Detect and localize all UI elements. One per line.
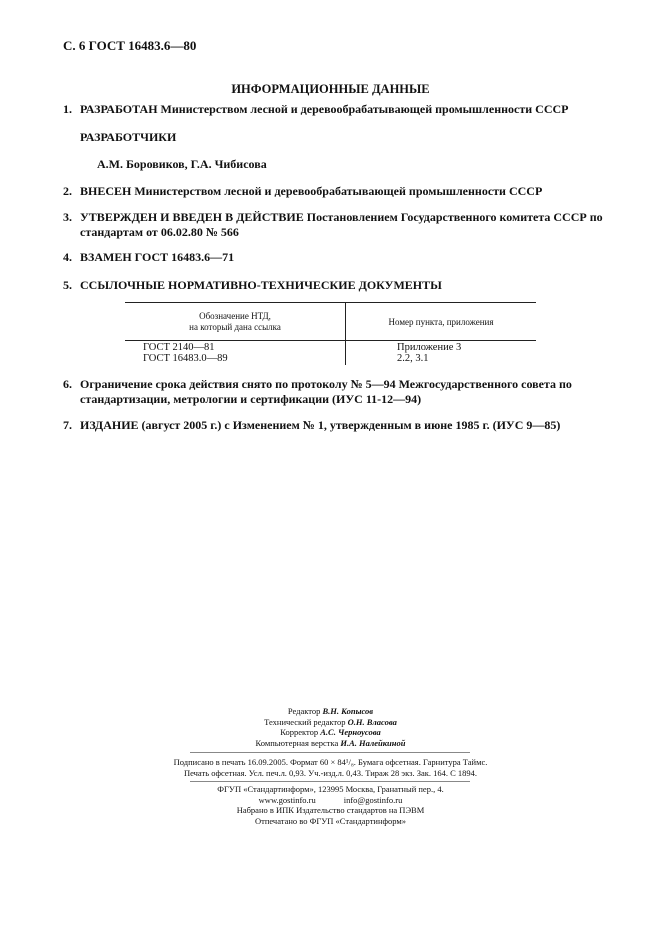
item-number: 2. <box>63 184 72 198</box>
item-4 <box>63 250 234 265</box>
credit-label: Компьютерная верстка <box>255 737 339 748</box>
item-text: РАЗРАБОТАН Министерством лесной и деревообрабатывающей промышленности СССР <box>80 102 569 116</box>
credit-label: Редактор <box>287 706 321 716</box>
imprint-divider <box>190 781 470 782</box>
item-text: ИЗДАНИЕ (август 2005 г.) с Изменением № 1, утвержденным в июне 1985 г. (ИУС 9—85) <box>80 418 561 432</box>
table-column-divider <box>345 302 346 365</box>
print-info-line: Печать офсетная. Усл. печ.л. 0,93. Уч.-изд.л. 0,43. Тираж 28 экз. Зак. 164. С 1894. <box>183 767 478 778</box>
publisher-email: info@gostinfo.ru <box>343 794 403 805</box>
table-top-rule <box>125 302 536 303</box>
publisher-line: Отпечатано во ФГУП «Стандартинформ» <box>254 815 407 826</box>
item-number: 6. <box>63 377 72 391</box>
item-text-line1: Ограничение срока действия снято по протоколу № 5—94 Межгосударственного совета по <box>80 377 572 391</box>
item-text-line2: стандартизации, метрологии и сертификации (ИУС 11-12—94) <box>80 392 422 406</box>
item-number: 3. <box>63 210 72 224</box>
item-number: 1. <box>63 102 72 116</box>
item-text-line2: стандартам от 06.02.80 № 566 <box>80 225 239 239</box>
imprint-print-info <box>0 757 661 778</box>
item-5 <box>63 278 442 293</box>
item-number: 5. <box>63 278 72 292</box>
item-1 <box>63 102 569 117</box>
credit-corrector <box>0 727 661 738</box>
table-header-rule <box>125 340 536 341</box>
header-line: Обозначение НТД, <box>199 311 271 321</box>
credit-editor <box>0 706 661 717</box>
publisher-line: Набрано в ИПК Издательство стандартов на ПЭВМ <box>236 805 425 815</box>
item-number: 7. <box>63 418 72 432</box>
table-cell-ref: Приложение 3 <box>397 342 462 353</box>
publisher-website: www.gostinfo.ru <box>258 794 316 805</box>
item-7 <box>63 418 560 433</box>
reference-table <box>125 302 536 365</box>
table-header-doc <box>125 311 345 333</box>
publisher-contacts <box>0 795 661 806</box>
credit-label: Технический редактор <box>264 716 346 727</box>
credit-name: И.А. Налейкиной <box>340 737 406 748</box>
imprint-credits <box>0 706 661 748</box>
item-3 <box>63 210 603 240</box>
item-text: ССЫЛОЧНЫЕ НОРМАТИВНО-ТЕХНИЧЕСКИЕ ДОКУМЕНТЫ <box>80 278 442 292</box>
item-number: 4. <box>63 250 72 264</box>
imprint-publisher <box>0 784 661 826</box>
publisher-line: ФГУП «Стандартинформ», 123995 Москва, Гранатный пер., 4. <box>217 784 444 794</box>
print-info-line: Подписано в печать 16.09.2005. Формат 60 × 84¹/₈. Бумага офсетная. Гарнитура Таймс. <box>173 757 488 767</box>
table-cell-ref: 2.2, 3.1 <box>397 353 429 364</box>
table-header-ref: Номер пункта, приложения <box>388 317 494 327</box>
credit-name: В.Н. Копысов <box>322 706 374 716</box>
item-text: ВНЕСЕН Министерством лесной и деревообрабатывающей промышленности СССР <box>80 184 543 198</box>
developers-label: РАЗРАБОТЧИКИ <box>80 130 177 144</box>
item-text-line1: УТВЕРЖДЕН И ВВЕДЕН В ДЕЙСТВИЕ Постановлением Государственного комитета СССР по <box>80 210 603 224</box>
item-2 <box>63 184 542 199</box>
imprint-divider <box>190 752 470 753</box>
header-line: на который дана ссылка <box>189 322 281 332</box>
page-header: С. 6 ГОСТ 16483.6—80 <box>63 38 197 53</box>
item-text: ВЗАМЕН ГОСТ 16483.6—71 <box>80 250 235 264</box>
item-6 <box>63 377 598 407</box>
page-title: ИНФОРМАЦИОННЫЕ ДАННЫЕ <box>231 82 430 96</box>
credit-layout <box>0 738 661 749</box>
table-cell-doc: ГОСТ 2140—81 <box>143 342 215 353</box>
credit-tech-editor <box>0 717 661 728</box>
credit-name: А.С. Черноусова <box>320 727 381 737</box>
developers-names: А.М. Боровиков, Г.А. Чибисова <box>97 157 267 171</box>
credit-label: Корректор <box>280 727 319 737</box>
credit-name: О.Н. Власова <box>347 716 397 727</box>
table-cell-doc: ГОСТ 16483.0—89 <box>143 353 228 364</box>
